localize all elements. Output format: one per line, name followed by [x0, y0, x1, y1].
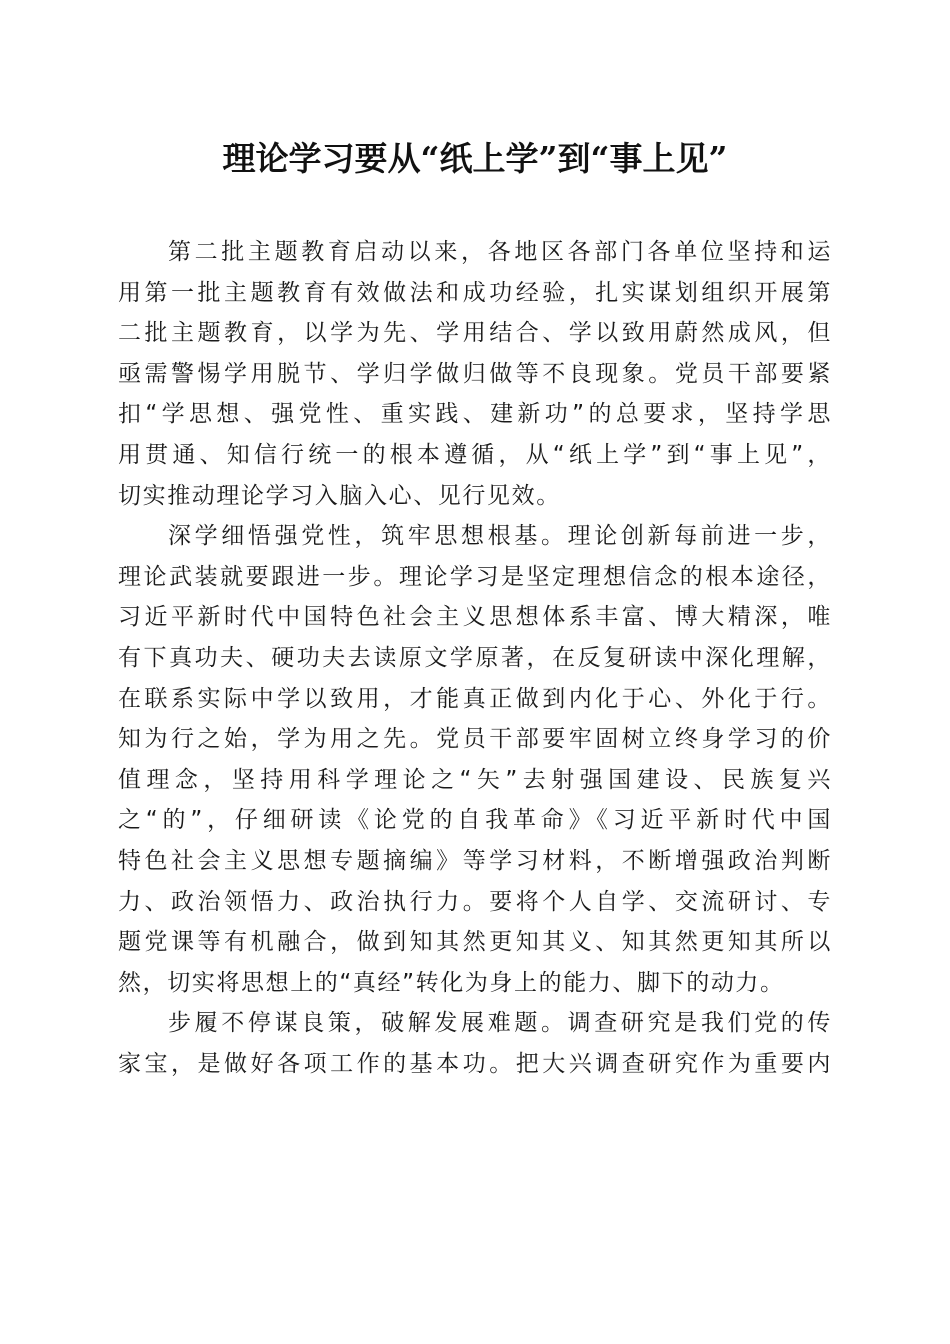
- body-line: 用贯通、知信行统一的根本遵循，从“纸上学”到“事上见”，: [118, 441, 832, 468]
- body-line: 家宝，是做好各项工作的基本功。把大兴调查研究作为重要内: [118, 1050, 832, 1077]
- body-line: 然，切实将思想上的“真经”转化为身上的能力、脚下的动力。: [118, 969, 785, 996]
- body-line: 有下真功夫、硬功夫去读原文学原著，在反复研读中深化理解，: [118, 644, 832, 671]
- body-line: 在联系实际中学以致用，才能真正做到内化于心、外化于行。: [118, 685, 832, 712]
- body-line: 值理念，坚持用科学理论之“矢”去射强国建设、民族复兴: [118, 766, 832, 793]
- body-line: 深学细悟强党性，筑牢思想根基。理论创新每前进一步，: [168, 523, 832, 550]
- body-line: 特色社会主义思想专题摘编》等学习材料，不断增强政治判断: [118, 847, 832, 874]
- document-body: [118, 232, 832, 1084]
- document-title: 理论学习要从“纸上学”到“事上见”: [222, 139, 728, 178]
- body-line: 扣“学思想、强党性、重实践、建新功”的总要求，坚持学思: [118, 401, 832, 428]
- body-line: 用第一批主题教育有效做法和成功经验，扎实谋划组织开展第: [118, 279, 832, 306]
- body-line: 切实推动理论学习入脑入心、见行见效。: [118, 482, 561, 509]
- body-line: 二批主题教育，以学为先、学用结合、学以致用蔚然成风，但: [118, 320, 832, 347]
- body-line: 知为行之始，学为用之先。党员干部要牢固树立终身学习的价: [118, 726, 832, 753]
- body-line: 题党课等有机融合，做到知其然更知其义、知其然更知其所以: [118, 929, 832, 956]
- body-line: 亟需警惕学用脱节、学归学做归做等不良现象。党员干部要紧: [118, 360, 832, 387]
- body-line: 理论武装就要跟进一步。理论学习是坚定理想信念的根本途径，: [118, 563, 832, 590]
- body-line: 之“的”，仔细研读《论党的自我革命》《习近平新时代中国: [118, 807, 832, 834]
- body-line: 步履不停谋良策，破解发展难题。调查研究是我们党的传: [168, 1010, 832, 1037]
- body-line: 第二批主题教育启动以来，各地区各部门各单位坚持和运: [168, 239, 832, 265]
- body-line: 习近平新时代中国特色社会主义思想体系丰富、博大精深，唯: [118, 604, 832, 631]
- body-line: 力、政治领悟力、政治执行力。要将个人自学、交流研讨、专: [118, 888, 832, 915]
